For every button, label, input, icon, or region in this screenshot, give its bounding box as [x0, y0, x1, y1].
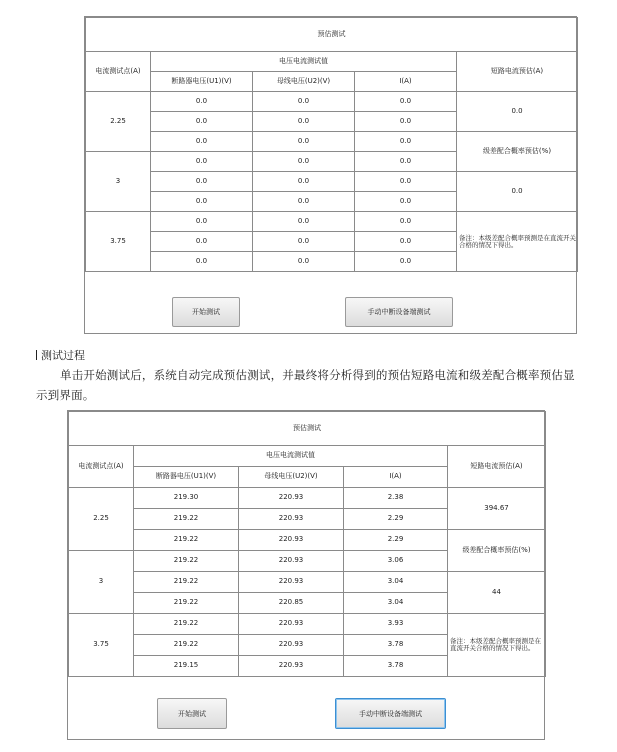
estimation-table-2: [68, 411, 546, 677]
current-cell: 2.38: [344, 488, 448, 509]
u2-cell: 0.0: [253, 172, 355, 192]
prob-label: 级差配合概率预估(%): [457, 132, 578, 172]
u2-cell: 0.0: [253, 112, 355, 132]
u1-cell: 219.22: [134, 635, 239, 656]
u2-cell: 0.0: [253, 192, 355, 212]
u2-cell: 0.0: [253, 212, 355, 232]
header-u1: 断路器电压(U1)(V): [151, 72, 253, 92]
short-current-value: 0.0: [457, 92, 578, 132]
header-current: I(A): [344, 467, 448, 488]
test-point-cell: 3.75: [69, 614, 134, 677]
header-u1: 断路器电压(U1)(V): [134, 467, 239, 488]
u1-cell: 219.30: [134, 488, 239, 509]
header-u2: 母线电压(U2)(V): [239, 467, 344, 488]
current-cell: 3.78: [344, 656, 448, 677]
table-title: 预估测试: [69, 412, 546, 446]
current-cell: 2.29: [344, 530, 448, 551]
u2-cell: 220.93: [239, 614, 344, 635]
u1-cell: 219.22: [134, 614, 239, 635]
u2-cell: 220.93: [239, 509, 344, 530]
short-current-value: 394.67: [448, 488, 546, 530]
estimation-table-1: [85, 17, 578, 272]
u2-cell: 0.0: [253, 92, 355, 112]
current-cell: 0.0: [355, 192, 457, 212]
u1-cell: 219.22: [134, 551, 239, 572]
stop-device-test-button[interactable]: 手动中断设备端测试: [335, 698, 446, 729]
current-cell: 3.04: [344, 572, 448, 593]
current-cell: 3.04: [344, 593, 448, 614]
u2-cell: 0.0: [253, 232, 355, 252]
u2-cell: 220.93: [239, 530, 344, 551]
current-cell: 3.93: [344, 614, 448, 635]
u1-cell: 0.0: [151, 192, 253, 212]
u1-cell: 0.0: [151, 232, 253, 252]
prob-label: 级差配合概率预估(%): [448, 530, 546, 572]
test-point-cell: 3.75: [86, 212, 151, 272]
estimation-panel-2: [67, 410, 545, 740]
note-text: 备注：本级差配合概率预测是在直流开关合格的情况下得出。: [448, 614, 546, 677]
u2-cell: 0.0: [253, 252, 355, 272]
u1-cell: 0.0: [151, 252, 253, 272]
prob-value: 44: [448, 572, 546, 614]
u2-cell: 220.93: [239, 635, 344, 656]
u1-cell: 219.22: [134, 593, 239, 614]
current-cell: 2.29: [344, 509, 448, 530]
start-test-button[interactable]: 开始测试: [172, 297, 240, 327]
note-text: 备注：本级差配合概率预测是在直流开关合格的情况下得出。: [457, 212, 578, 272]
current-cell: 0.0: [355, 92, 457, 112]
section-paragraph: 单击开始测试后，系统自动完成预估测试，并最终将分析得到的预估短路电流和级差配合概率预估显示到界面。: [36, 368, 575, 402]
test-point-cell: 2.25: [69, 488, 134, 551]
prob-value: 0.0: [457, 172, 578, 212]
header-test-point: 电流测试点(A): [86, 52, 151, 92]
u2-cell: 220.93: [239, 551, 344, 572]
test-point-cell: 3: [69, 551, 134, 614]
u1-cell: 219.22: [134, 572, 239, 593]
u1-cell: 0.0: [151, 92, 253, 112]
u2-cell: 220.93: [239, 488, 344, 509]
current-cell: 0.0: [355, 212, 457, 232]
section-title: [36, 347, 85, 363]
current-cell: 0.0: [355, 152, 457, 172]
header-u2: 母线电压(U2)(V): [253, 72, 355, 92]
u1-cell: 0.0: [151, 172, 253, 192]
current-cell: 0.0: [355, 132, 457, 152]
current-cell: 0.0: [355, 172, 457, 192]
current-cell: 3.06: [344, 551, 448, 572]
estimation-panel-1: [84, 16, 577, 334]
u1-cell: 0.0: [151, 132, 253, 152]
header-short-current: 短路电流预估(A): [457, 52, 578, 92]
u1-cell: 219.22: [134, 509, 239, 530]
u2-cell: 0.0: [253, 132, 355, 152]
section-title-text: 测试过程: [41, 349, 85, 362]
test-point-cell: 2.25: [86, 92, 151, 152]
table-title: 预估测试: [86, 18, 578, 52]
current-cell: 0.0: [355, 232, 457, 252]
u2-cell: 0.0: [253, 152, 355, 172]
u1-cell: 0.0: [151, 212, 253, 232]
u2-cell: 220.85: [239, 593, 344, 614]
u1-cell: 0.0: [151, 112, 253, 132]
current-cell: 0.0: [355, 112, 457, 132]
stop-device-test-button[interactable]: 手动中断设备端测试: [345, 297, 453, 327]
header-short-current: 短路电流预估(A): [448, 446, 546, 488]
start-test-button[interactable]: 开始测试: [157, 698, 227, 729]
title-marker: [36, 350, 37, 360]
current-cell: 0.0: [355, 252, 457, 272]
u2-cell: 220.93: [239, 656, 344, 677]
header-measure-group: 电压电流测试值: [151, 52, 457, 72]
current-cell: 3.78: [344, 635, 448, 656]
header-test-point: 电流测试点(A): [69, 446, 134, 488]
u2-cell: 220.93: [239, 572, 344, 593]
u1-cell: 0.0: [151, 152, 253, 172]
header-measure-group: 电压电流测试值: [134, 446, 448, 467]
header-current: I(A): [355, 72, 457, 92]
test-point-cell: 3: [86, 152, 151, 212]
u1-cell: 219.15: [134, 656, 239, 677]
u1-cell: 219.22: [134, 530, 239, 551]
